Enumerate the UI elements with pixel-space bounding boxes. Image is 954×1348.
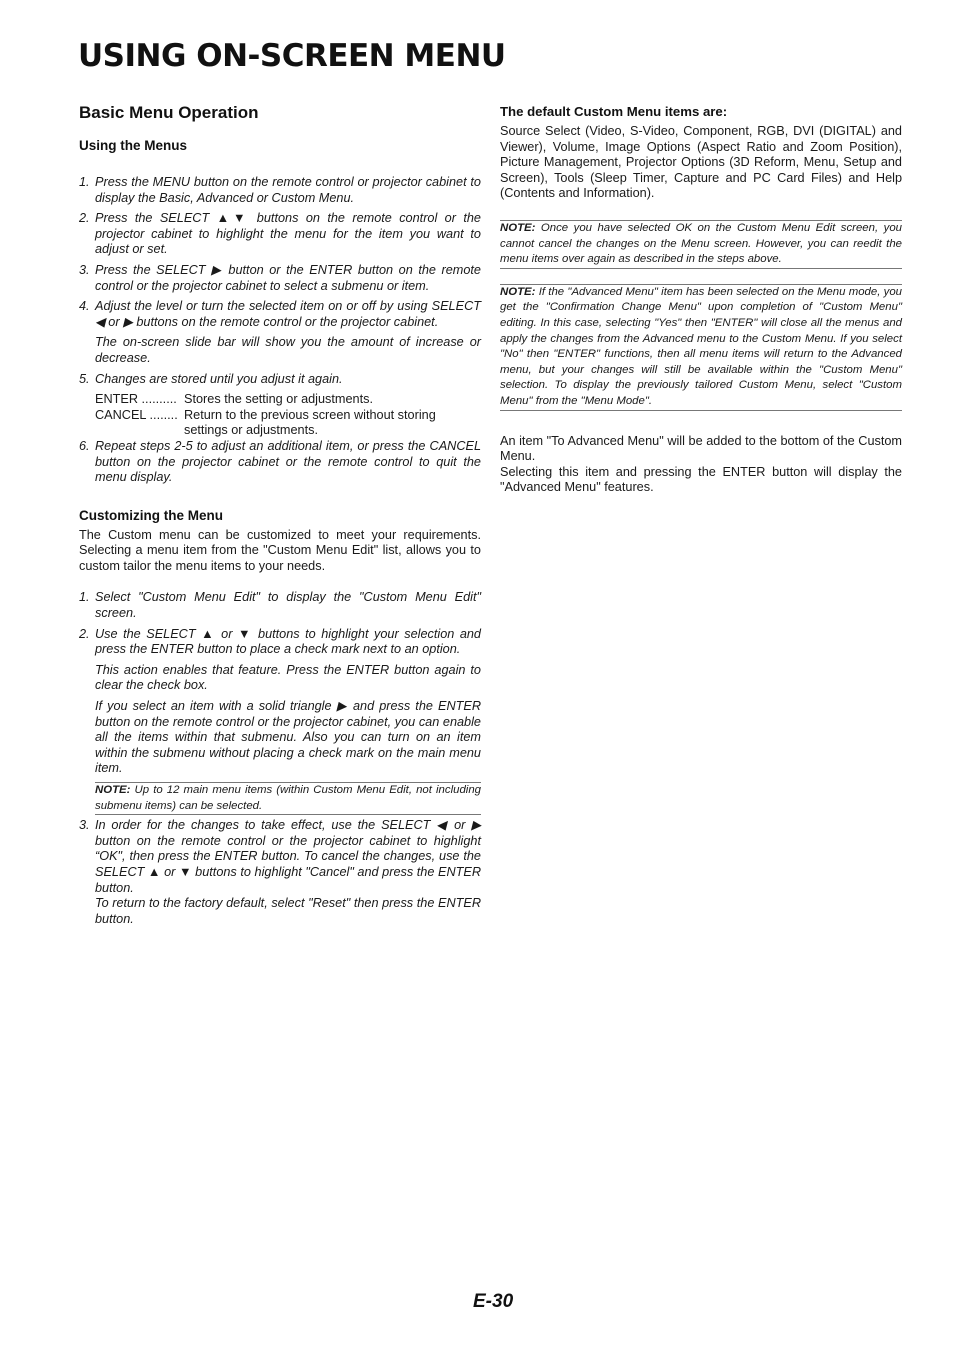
note-label: NOTE:	[500, 221, 536, 234]
note-text: If the "Advanced Menu" item has been selected on the Menu mode, you get the "Confirmation Change Menu" upon completion of "Custom Menu" editing. In this case, selecting "Yes" then "ENTER" will close all the menus and apply the changes from the Advanced menu to the Custom Menu. If you select "No" then "ENTER" functions, then all menu items will return to the Advanced menu, but your changes will still be available within the "Custom Menu" selection. To display the previously tailored Custom Menu, select "Custom Menu" from the "Menu Mode".	[500, 285, 902, 407]
note-label: NOTE:	[95, 784, 131, 796]
key-list	[95, 392, 481, 439]
customizing-steps	[79, 590, 481, 927]
advanced-menu-paragraph: An item "To Advanced Menu" will be added to the bottom of the Custom Menu.	[500, 433, 902, 464]
list-item	[79, 175, 481, 206]
key-label: ENTER ..........	[95, 392, 177, 407]
customizing-intro: The Custom menu can be customized to meet your requirements. Selecting a menu item from the "Custom Menu Edit" list, allows you to custom tailor the menu items to your needs.	[79, 527, 481, 573]
key-desc: Stores the setting or adjustments.	[184, 392, 373, 407]
list-item	[79, 627, 481, 658]
list-item	[79, 372, 481, 388]
using-menus-steps	[79, 175, 481, 486]
step4-note: The on-screen slide bar will show you the amount of increase or decrease.	[95, 335, 481, 365]
step-text: Use the SELECT ▲ or ▼ buttons to highlight your selection and press the ENTER button to place a check mark next to an option.	[95, 626, 481, 657]
note-text: Once you have selected OK on the Custom Menu Edit screen, you cannot cancel the changes on the Menu screen. However, you can reedit the menu items over again as described in the steps above.	[500, 221, 902, 266]
step-text: Select "Custom Menu Edit" to display the "Custom Menu Edit" screen.	[95, 590, 481, 621]
step2-paragraph: This action enables that feature. Press the ENTER button again to clear the check box.	[95, 662, 481, 693]
list-item	[79, 818, 481, 896]
subsection-heading-customizing: Customizing the Menu	[79, 507, 223, 523]
step-number: 5.	[79, 371, 90, 386]
step3-paragraph: To return to the factory default, select "Reset" then press the ENTER button.	[95, 896, 481, 926]
step-text: In order for the changes to take effect, use the SELECT ◀ or ▶ button on the remote control or the projector cabinet to highlight “OK", then press the ENTER button. To cancel the changes, use the SELECT ▲ or ▼ buttons to highlight "Cancel" and press the ENTER button.	[95, 818, 481, 895]
step-number: 1.	[79, 590, 90, 605]
step-number: 3.	[79, 818, 90, 833]
advanced-menu-paragraph: Selecting this item and pressing the ENTER button will display the "Advanced Menu" features.	[500, 464, 902, 495]
key-desc: Return to the previous screen without storing settings or adjustments.	[184, 407, 436, 438]
step-number: 4.	[79, 299, 90, 314]
note-label: NOTE:	[500, 285, 536, 298]
step-text: Adjust the level or turn the selected item on or off by using SELECT ◀ or ▶ buttons on the remote control or the projector cabinet.	[95, 299, 481, 329]
step-number: 1.	[79, 175, 90, 189]
key-row-cancel	[95, 408, 481, 439]
subsection-heading-using-menus: Using the Menus	[79, 138, 188, 153]
list-item	[79, 299, 481, 330]
step-text: Press the SELECT ▲▼ buttons on the remote control or the projector cabinet to highlight the menu for the item you want to adjust or set.	[95, 211, 481, 257]
list-item	[79, 263, 481, 294]
step-text: Press the SELECT ▶ button or the ENTER button on the remote control or the projector cabinet to select a submenu or item.	[95, 262, 481, 293]
default-items-heading: The default Custom Menu items are:	[500, 104, 728, 119]
note-box	[500, 284, 902, 411]
note-box	[95, 782, 481, 815]
note-box	[500, 220, 902, 269]
step-number: 2.	[79, 626, 90, 641]
key-row-enter	[95, 392, 481, 408]
right-column	[500, 100, 902, 496]
step-text: Repeat steps 2-5 to adjust an additional item, or press the CANCEL button on the projector cabinet or the remote control to quit the menu display.	[95, 438, 481, 485]
step-text: Changes are stored until you adjust it again.	[95, 371, 343, 386]
left-column	[79, 100, 481, 927]
page-title: USING ON-SCREEN MENU	[78, 38, 506, 74]
step-number: 2.	[79, 211, 90, 226]
note-text: Up to 12 main menu items (within Custom Menu Edit, not including submenu items) can be selected.	[95, 784, 481, 812]
step-text: Press the MENU button on the remote control or projector cabinet to display the Basic, Advanced or Custom Menu.	[95, 175, 481, 205]
default-items-text: Source Select (Video, S-Video, Component, RGB, DVI (DIGITAL) and Viewer), Volume, Image Options (Aspect Ratio and Zoom Position), Picture Management, Projector Options (3D Reform, Menu, Setup and Screen), Tools (Sleep Timer, Capture and PC Card Files) and Help (Contents and Information).	[500, 124, 902, 201]
page-number: E-30	[473, 1291, 514, 1312]
list-item	[79, 439, 481, 486]
step-number: 3.	[79, 262, 90, 277]
step2-paragraph: If you select an item with a solid triangle ▶ and press the ENTER button on the remote control or the projector cabinet, you can enable all the items within that submenu. Also you can turn on an item within the submenu without placing a check mark on the main menu item.	[95, 699, 481, 776]
list-item	[79, 590, 481, 621]
section-heading: Basic Menu Operation	[79, 103, 259, 122]
key-label: CANCEL ........	[95, 407, 178, 422]
list-item	[79, 211, 481, 258]
step-number: 6.	[79, 438, 90, 453]
